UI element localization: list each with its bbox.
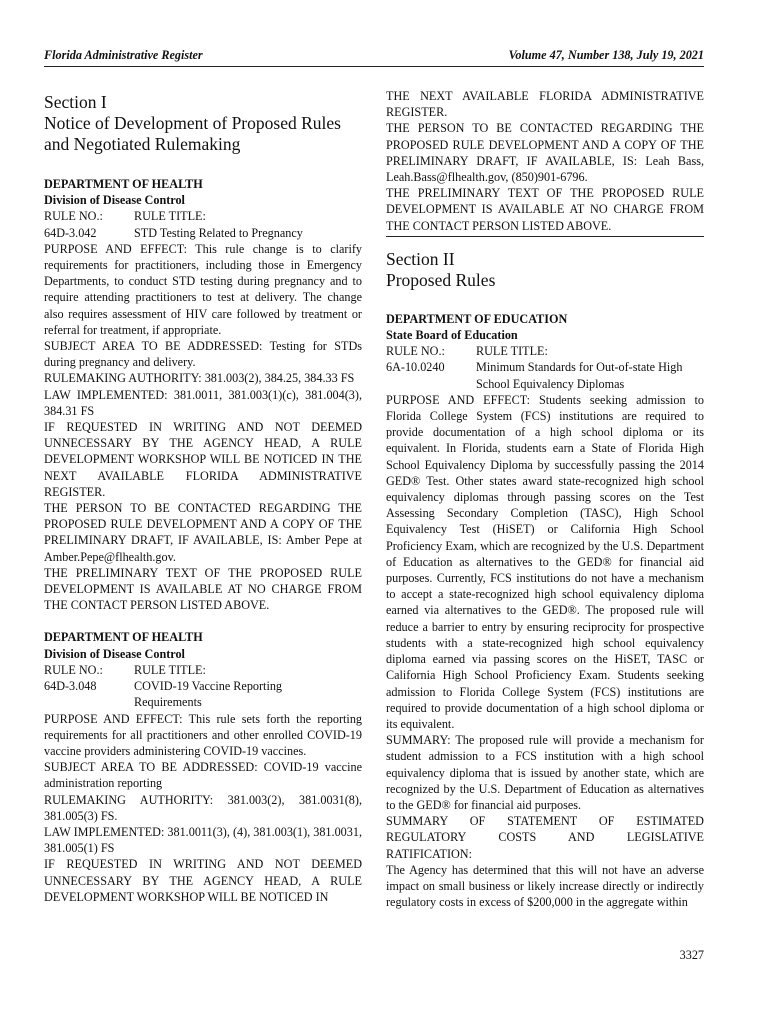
section-i-title: Section I [44,92,107,112]
subject-area: SUBJECT AREA TO BE ADDRESSED: COVID-19 vaccine administration reporting [44,760,362,791]
section-ii-title: Section II [386,248,455,269]
contact-person: THE PERSON TO BE CONTACTED REGARDING THE PROPOSED RULE DEVELOPMENT AND A COPY OF THE PRELIMINARY DRAFT, IF AVAILABLE, IS: Leah Bass, Leah.Bass@flhealth.gov, (850)901-6796. [386,121,704,185]
board-heading: State Board of Education [386,328,518,343]
purpose-and-effect: PURPOSE AND EFFECT: This rule sets forth the reporting requirements for all practitioners and other enrolled COVID-19 vaccine providers administering COVID-19 vaccines. [44,711,362,758]
division-heading: Division of Disease Control [44,646,185,661]
page-header [44,44,704,67]
page-number: 3327 [679,948,704,962]
rule-no: 6A-10.0240 [386,360,445,375]
workshop-notice: IF REQUESTED IN WRITING AND NOT DEEMED UNNECESSARY BY THE AGENCY HEAD, A RULE DEVELOPMENT WORKSHOP WILL BE NOTICED IN [44,857,362,904]
preliminary-text: THE PRELIMINARY TEXT OF THE PROPOSED RULE DEVELOPMENT IS AVAILABLE AT NO CHARGE FROM THE CONTACT PERSON LISTED ABOVE. [44,565,362,613]
notice-64d-3-042 [44,176,362,613]
section-i-subtitle-2: and Negotiated Rulemaking [44,134,241,154]
rule-labels [386,343,704,359]
rule-title [476,359,704,391]
department-heading: DEPARTMENT OF HEALTH [44,177,203,191]
law-implemented: LAW IMPLEMENTED: 381.0011(3), (4), 381.003(1), 381.0031, 381.005(1) FS [44,824,362,856]
rule-title-label: RULE TITLE: [476,344,548,359]
section-divider [386,236,704,237]
agency-determination: The Agency has determined that this will not have an adverse impact on small business or likely increase directly or indirectly regulatory costs in excess of $200,000 in the aggregate within [386,862,704,910]
rule-title-line-2: School Equivalency Diplomas [476,376,625,391]
volume-info: Volume 47, Number 138, July 19, 2021 [508,48,704,62]
rulemaking-authority: RULEMAKING AUTHORITY: 381.003(2), 381.0031(8), 381.005(3) FS. [44,792,362,823]
rule-title-line-2: Requirements [134,695,202,710]
purpose-and-effect: PURPOSE AND EFFECT: This rule change is to clarify requirements for practitioners, including those in Emergency Departments, to conduct STD testing during pregnancy and to require attending practitioners to test at delivery. The change also requires assessment of HIV care followed by treatment or referral for treatment, if appropriate. [44,241,362,337]
publication-title: Florida Administrative Register [44,48,203,62]
subject-area: SUBJECT AREA TO BE ADDRESSED: Testing for STDs during pregnancy and delivery. [44,339,362,370]
rule-title-label: RULE TITLE: [134,209,206,224]
workshop-notice: IF REQUESTED IN WRITING AND NOT DEEMED UNNECESSARY BY THE AGENCY HEAD, A RULE DEVELOPMENT WORKSHOP WILL BE NOTICED IN THE NEXT AVAILABLE FLORIDA ADMINISTRATIVE REGISTER. [44,420,362,499]
rule-title [134,678,362,710]
section-ii-subtitle: Proposed Rules [386,269,496,290]
law-implemented: LAW IMPLEMENTED: 381.0011, 381.003(1)(c), 381.004(3), 384.31 FS [44,387,362,418]
serc-heading: SUMMARY OF STATEMENT OF ESTIMATED REGULATORY COSTS AND LEGISLATIVE RATIFICATION: [386,814,704,861]
rule-title-label: RULE TITLE: [134,662,206,677]
division-heading: Division of Disease Control [44,193,185,208]
contact-person: THE PERSON TO BE CONTACTED REGARDING THE PROPOSED RULE DEVELOPMENT AND A COPY OF THE PRELIMINARY DRAFT, IF AVAILABLE, IS: Amber Pepe at Amber.Pepe@flhealth.gov. [44,501,362,564]
department-heading: DEPARTMENT OF EDUCATION [386,311,568,326]
rule-no-label: RULE NO.: [386,344,445,359]
rulemaking-authority: RULEMAKING AUTHORITY: 381.003(2), 384.25, 384.33 FS [44,371,355,386]
rule-values [44,225,362,241]
rule-no-label: RULE NO.: [44,209,103,224]
summary: SUMMARY: The proposed rule will provide a mechanism for student admission to a FCS institution with a high school equivalency diploma that is issued by another state, which are recognized by the U.S. Department of Education as alternatives to the GED® for financial aid purposes. [386,733,704,812]
rule-values [44,678,362,710]
section-i-subtitle-1: Notice of Development of Proposed Rules [44,113,341,133]
notice-64d-3-048 [44,629,362,904]
right-column [386,88,704,910]
rule-title: STD Testing Related to Pregnancy [134,225,303,240]
workshop-continuation: THE NEXT AVAILABLE FLORIDA ADMINISTRATIVE REGISTER. [386,89,704,120]
rule-labels [44,208,362,224]
rule-title-line-1: COVID-19 Vaccine Reporting [134,679,283,694]
rule-values [386,359,704,391]
rule-no-label: RULE NO.: [44,662,103,677]
department-heading: DEPARTMENT OF HEALTH [44,630,203,645]
rule-no: 64D-3.042 [44,225,97,240]
rule-title-line-1: Minimum Standards for Out-of-state High [476,360,683,375]
rule-6a-10-0240 [386,311,704,911]
left-column [44,88,362,905]
rule-labels [44,662,362,678]
purpose-and-effect: PURPOSE AND EFFECT: Students seeking admission to Florida College System (FCS) institutions are required to provide documentation of a high school diploma or its equivalent. In Florida, students earn a State of Florida High School Equivalency Diploma by successfully passing the 2014 GED® Test. Other states award state-recognized high school equivalency diplomas through passing scores on the Test Assessing Secondary Completion (TASC), High School Equivalency Test (HiSET) or California High School Proficiency Exam, which are recognized by the U.S. Department of Education as alternatives to the GED® for financial aid purposes. Currently, FCS institutions do not have a mechanism to accept a state-recognized high school equivalency diploma earned via alternatives to the GED®. The proposed rule will reduce a barrier to entry by ensuring reciprocity for prospective students with a state-recognized high school equivalency diploma earned via passing scores on the HiSET, TASC or California High School Proficiency Exam. Students seeking admission to Florida College System (FCS) institutions are required to provide documentation of a high school diploma or its equivalent. [386,392,704,731]
preliminary-text: THE PRELIMINARY TEXT OF THE PROPOSED RULE DEVELOPMENT IS AVAILABLE AT NO CHARGE FROM THE CONTACT PERSON LISTED ABOVE. [386,186,704,233]
rule-no: 64D-3.048 [44,679,97,694]
